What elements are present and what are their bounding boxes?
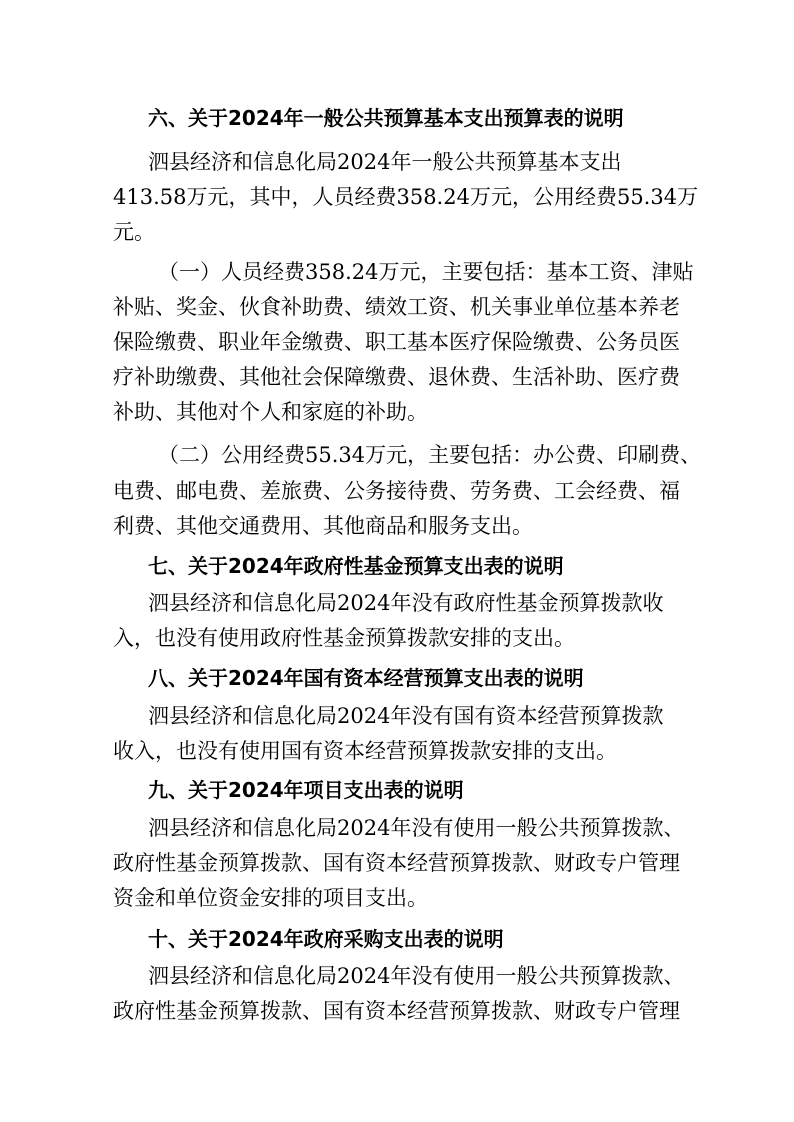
- paragraph-line: 入，也没有使用政府性基金预算拨款安排的支出。: [113, 626, 575, 650]
- paragraph-line: 元。: [113, 220, 155, 244]
- paragraph-line: 疗补助缴费、其他社会保障缴费、退休费、生活补助、医疗费: [113, 365, 680, 389]
- paragraph-line: 资金和单位资金安排的项目支出。: [113, 886, 428, 910]
- section-9-heading: 九、关于2024年项目支出表的说明: [148, 778, 464, 802]
- paragraph-line: 泗县经济和信息化局2024年一般公共预算基本支出: [148, 150, 622, 174]
- paragraph-line: 泗县经济和信息化局2024年没有使用一般公共预算拨款、: [148, 816, 685, 840]
- paragraph-line: 政府性基金预算拨款、国有资本经营预算拨款、财政专户管理: [113, 999, 680, 1023]
- section-7-heading: 七、关于2024年政府性基金预算支出表的说明: [148, 554, 564, 578]
- paragraph-line: （一）人员经费358.24万元，主要包括：基本工资、津贴: [158, 260, 694, 284]
- section-8-heading: 八、关于2024年国有资本经营预算支出表的说明: [148, 666, 584, 690]
- paragraph-line: 泗县经济和信息化局2024年没有政府性基金预算拨款收: [148, 591, 664, 615]
- paragraph-line: 补助、其他对个人和家庭的补助。: [113, 400, 428, 424]
- paragraph-line: 政府性基金预算拨款、国有资本经营预算拨款、财政专户管理: [113, 851, 680, 875]
- paragraph-line: 泗县经济和信息化局2024年没有使用一般公共预算拨款、: [148, 964, 685, 988]
- paragraph-line: 保险缴费、职业年金缴费、职工基本医疗保险缴费、公务员医: [113, 330, 680, 354]
- paragraph-line: 补贴、奖金、伙食补助费、绩效工资、机关事业单位基本养老: [113, 295, 680, 319]
- paragraph-line: （二）公用经费55.34万元，主要包括：办公费、印刷费、: [158, 443, 702, 467]
- section-10-heading: 十、关于2024年政府采购支出表的说明: [148, 927, 504, 951]
- paragraph-line: 泗县经济和信息化局2024年没有国有资本经营预算拨款: [148, 704, 664, 728]
- paragraph-line: 413.58万元，其中，人员经费358.24万元，公用经费55.34万: [113, 185, 699, 209]
- paragraph-line: 收入，也没有使用国有资本经营预算拨款安排的支出。: [113, 739, 617, 763]
- paragraph-line: 利费、其他交通费用、其他商品和服务支出。: [113, 514, 533, 538]
- section-6-heading: 六、关于2024年一般公共预算基本支出预算表的说明: [148, 106, 624, 130]
- paragraph-line: 电费、邮电费、差旅费、公务接待费、劳务费、工会经费、福: [113, 479, 680, 503]
